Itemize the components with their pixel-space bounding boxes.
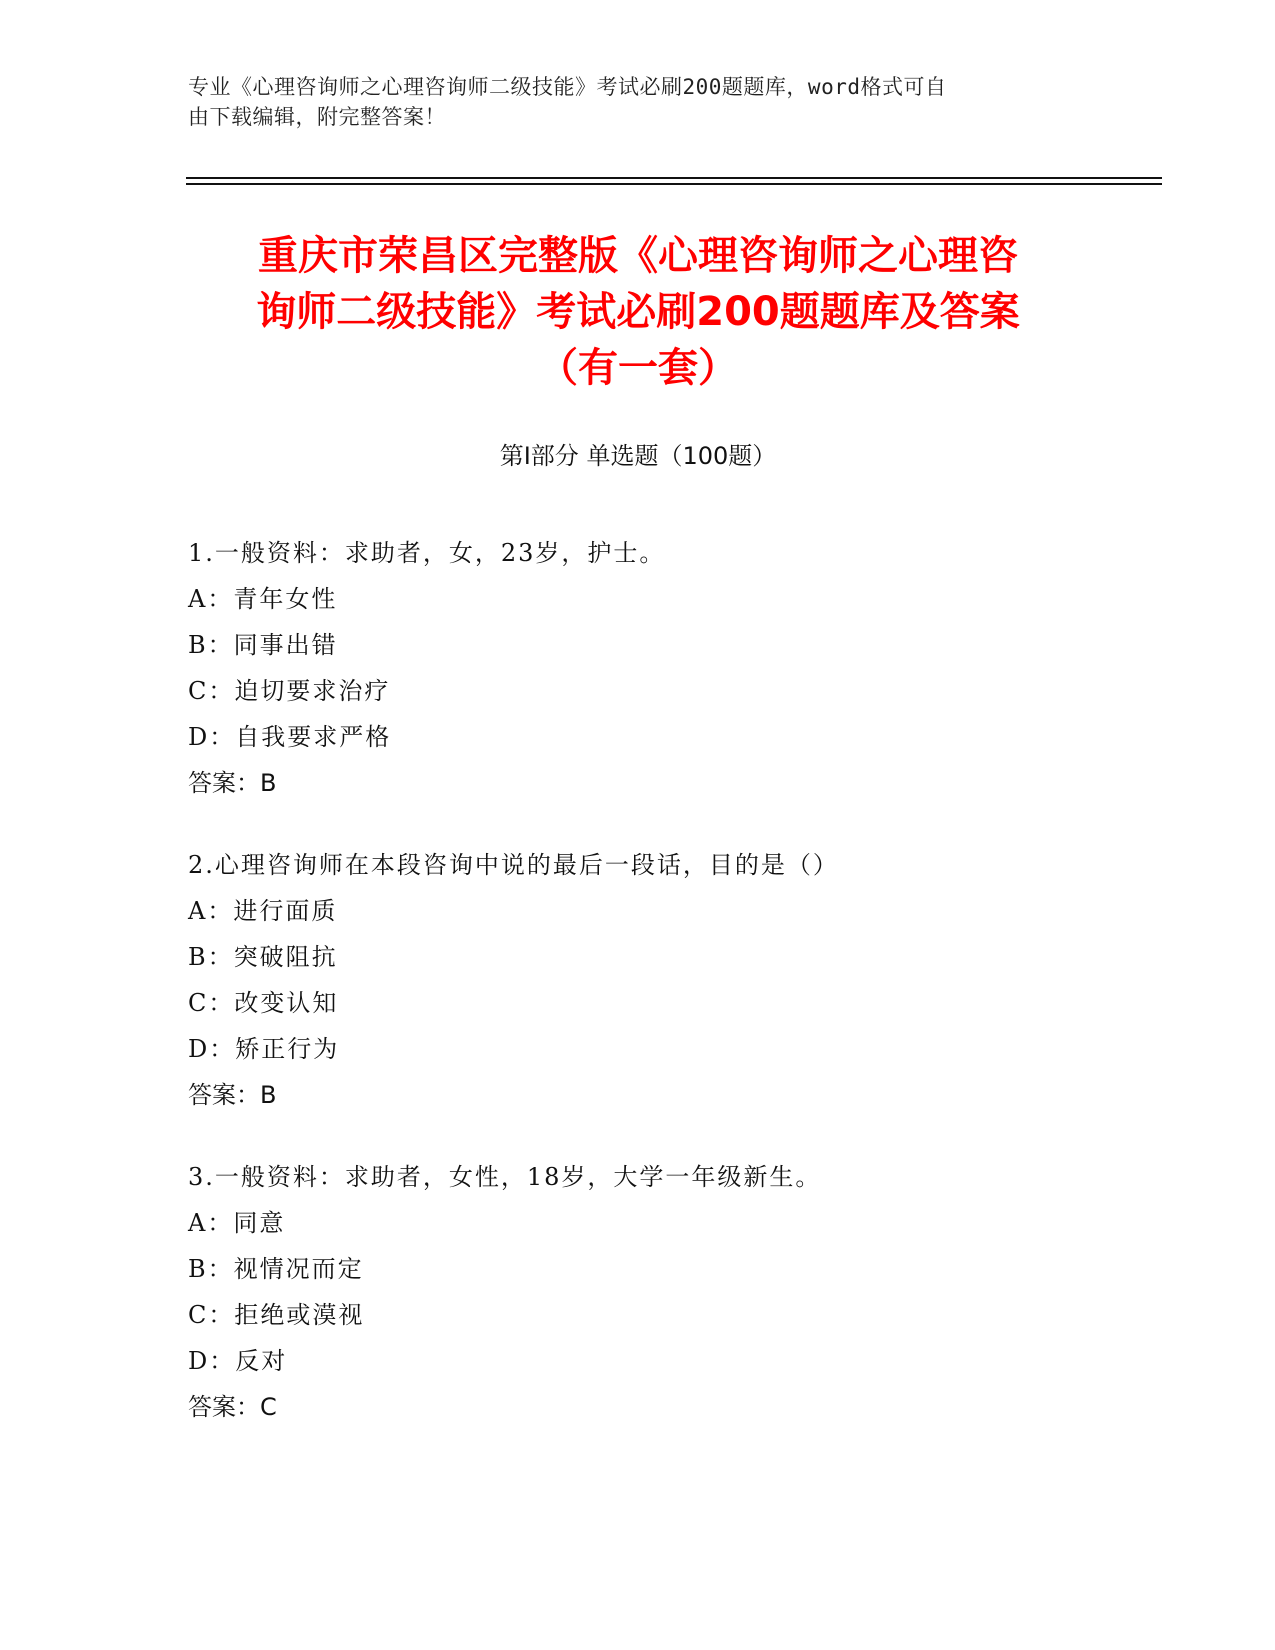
option-a: A：青年女性 — [188, 585, 338, 613]
option-b: B：视情况而定 — [188, 1255, 364, 1283]
option-b: B：同事出错 — [188, 631, 338, 659]
option-c: C：拒绝或漠视 — [188, 1301, 365, 1329]
question-stem: 2.心理咨询师在本段咨询中说的最后一段话，目的是（） — [188, 851, 839, 879]
document-title — [188, 228, 1088, 396]
option-a: A：进行面质 — [188, 897, 338, 925]
question-item — [188, 1154, 1138, 1430]
option-b: B：突破阻抗 — [188, 943, 338, 971]
header-divider-bottom — [186, 183, 1162, 185]
document-title-line-1: 重庆市荣昌区完整版《心理咨询师之心理咨 — [258, 233, 1018, 279]
header-note-line-2: 由下载编辑，附完整答案！ — [188, 105, 446, 129]
header-note-line-1: 专业《心理咨询师之心理咨询师二级技能》考试必刷200题题库，word格式可自 — [188, 75, 947, 99]
question-stem: 3.一般资料：求助者，女性，18岁，大学一年级新生。 — [188, 1163, 822, 1191]
question-item — [188, 842, 1138, 1118]
answer-label: 答案：B — [188, 769, 277, 797]
option-d: D：自我要求严格 — [188, 723, 392, 751]
header-divider-top — [186, 177, 1162, 179]
option-c: C：迫切要求治疗 — [188, 677, 391, 705]
option-d: D：矫正行为 — [188, 1035, 340, 1063]
question-stem: 1.一般资料：求助者，女，23岁，护士。 — [188, 539, 666, 567]
document-title-line-2: 询师二级技能》考试必刷200题题库及答案 — [256, 289, 1020, 335]
document-title-line-3: （有一套） — [538, 345, 738, 391]
header-note — [188, 72, 1088, 132]
section-title: 第Ⅰ部分 单选题（100题） — [499, 442, 777, 470]
question-item — [188, 530, 1138, 806]
option-d: D：反对 — [188, 1347, 288, 1375]
option-c: C：改变认知 — [188, 989, 339, 1017]
answer-label: 答案：B — [188, 1081, 277, 1109]
answer-label: 答案：C — [188, 1393, 277, 1421]
question-list — [188, 530, 1138, 1466]
option-a: A：同意 — [188, 1209, 286, 1237]
